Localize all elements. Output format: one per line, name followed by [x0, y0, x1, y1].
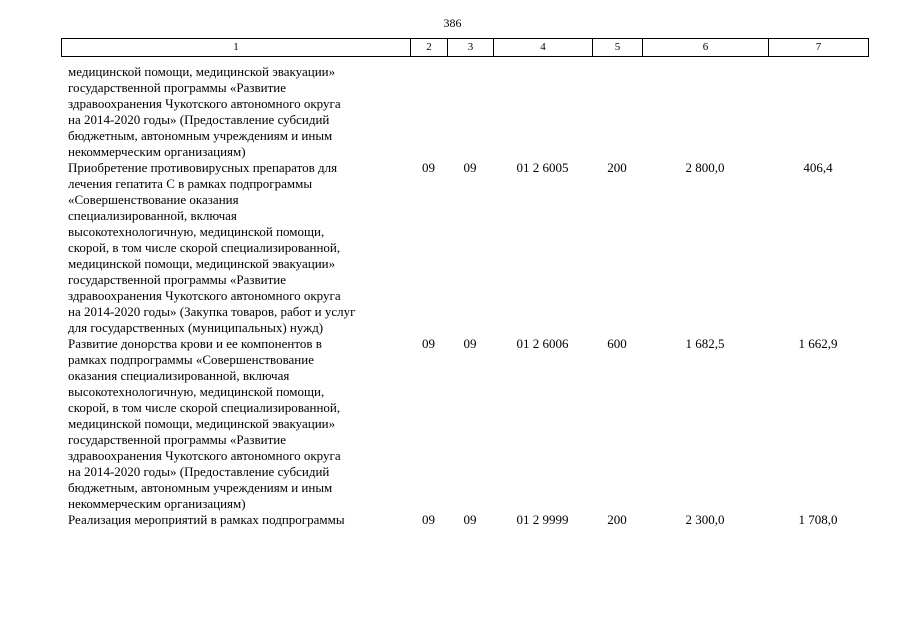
row-section: 09: [422, 512, 435, 527]
column-header-6: 6: [643, 39, 769, 57]
row-target-item: [493, 64, 592, 160]
row-section: [410, 64, 447, 160]
row-name: медицинской помощи, медицинской эвакуации» государственной программы «Развитие здравоохранения Чукотского автономного округа на 2014-2020 годы» (Предоставление субсидий бюджетным, автономным учреждениям и иным некоммерческим организациям): [68, 64, 341, 159]
row-amount-actual: 1 662,9: [798, 336, 838, 351]
column-header-7: 7: [769, 39, 869, 57]
column-header-4: 4: [494, 39, 593, 57]
row-section: 09: [422, 160, 435, 175]
row-target-item: 01 2 6005: [516, 160, 569, 175]
column-header-3: 3: [448, 39, 494, 57]
row-subsection: 09: [463, 512, 477, 527]
row-amount-actual: 406,4: [803, 160, 833, 175]
row-amount-planned: 1 682,5: [685, 336, 725, 351]
row-name: Приобретение противовирусных препаратов для лечения гепатита С в рамках подпрограммы «Совершенствование оказания специализированной, включая высокотехнологичную, медицинской помощи, скорой, в том числе скорой специализированной, медицинской помощи, медицинской эвакуации» государственной программы «Развитие здравоохранения Чукотского автономного округа на 2014-2020 годы» (Закупка товаров, работ и услуг для государственных (муниципальных) нужд): [68, 160, 356, 335]
row-amount-planned: 2 300,0: [685, 512, 725, 527]
page-number: 386: [443, 16, 462, 30]
table-body: [61, 64, 868, 528]
table-header-row: [62, 39, 869, 57]
row-amount-actual: [768, 64, 868, 160]
table-row: [61, 64, 868, 160]
column-header-2: 2: [411, 39, 448, 57]
row-subsection: 09: [463, 336, 477, 351]
table-header: [61, 38, 869, 57]
column-header-1: 1: [62, 39, 411, 57]
column-header-5: 5: [593, 39, 643, 57]
table-row: [61, 512, 868, 528]
row-subsection: 09: [463, 160, 477, 175]
table-row: [61, 336, 868, 512]
row-name: Развитие донорства крови и ее компонентов в рамках подпрограммы «Совершенствование оказания специализированной, включая высокотехнологичную, медицинской помощи, скорой, в том числе скорой специализированной, медицинской помощи, медицинской эвакуации» государственной программы «Развитие здравоохранения Чукотского автономного округа на 2014-2020 годы» (Предоставление субсидий бюджетным, автономным учреждениям и иным некоммерческим организациям): [68, 336, 341, 511]
row-target-item: 01 2 6006: [516, 336, 569, 351]
row-subsection: [447, 64, 493, 160]
row-expense-type: 200: [607, 512, 627, 527]
row-amount-planned: [642, 64, 768, 160]
row-expense-type: 200: [607, 160, 627, 175]
row-name: Реализация мероприятий в рамках подпрограммы: [68, 512, 345, 527]
row-expense-type: [592, 64, 642, 160]
row-expense-type: 600: [607, 336, 627, 351]
table-row: [61, 160, 868, 336]
row-target-item: 01 2 9999: [516, 512, 569, 527]
row-section: 09: [422, 336, 435, 351]
row-amount-planned: 2 800,0: [685, 160, 725, 175]
row-amount-actual: 1 708,0: [798, 512, 838, 527]
